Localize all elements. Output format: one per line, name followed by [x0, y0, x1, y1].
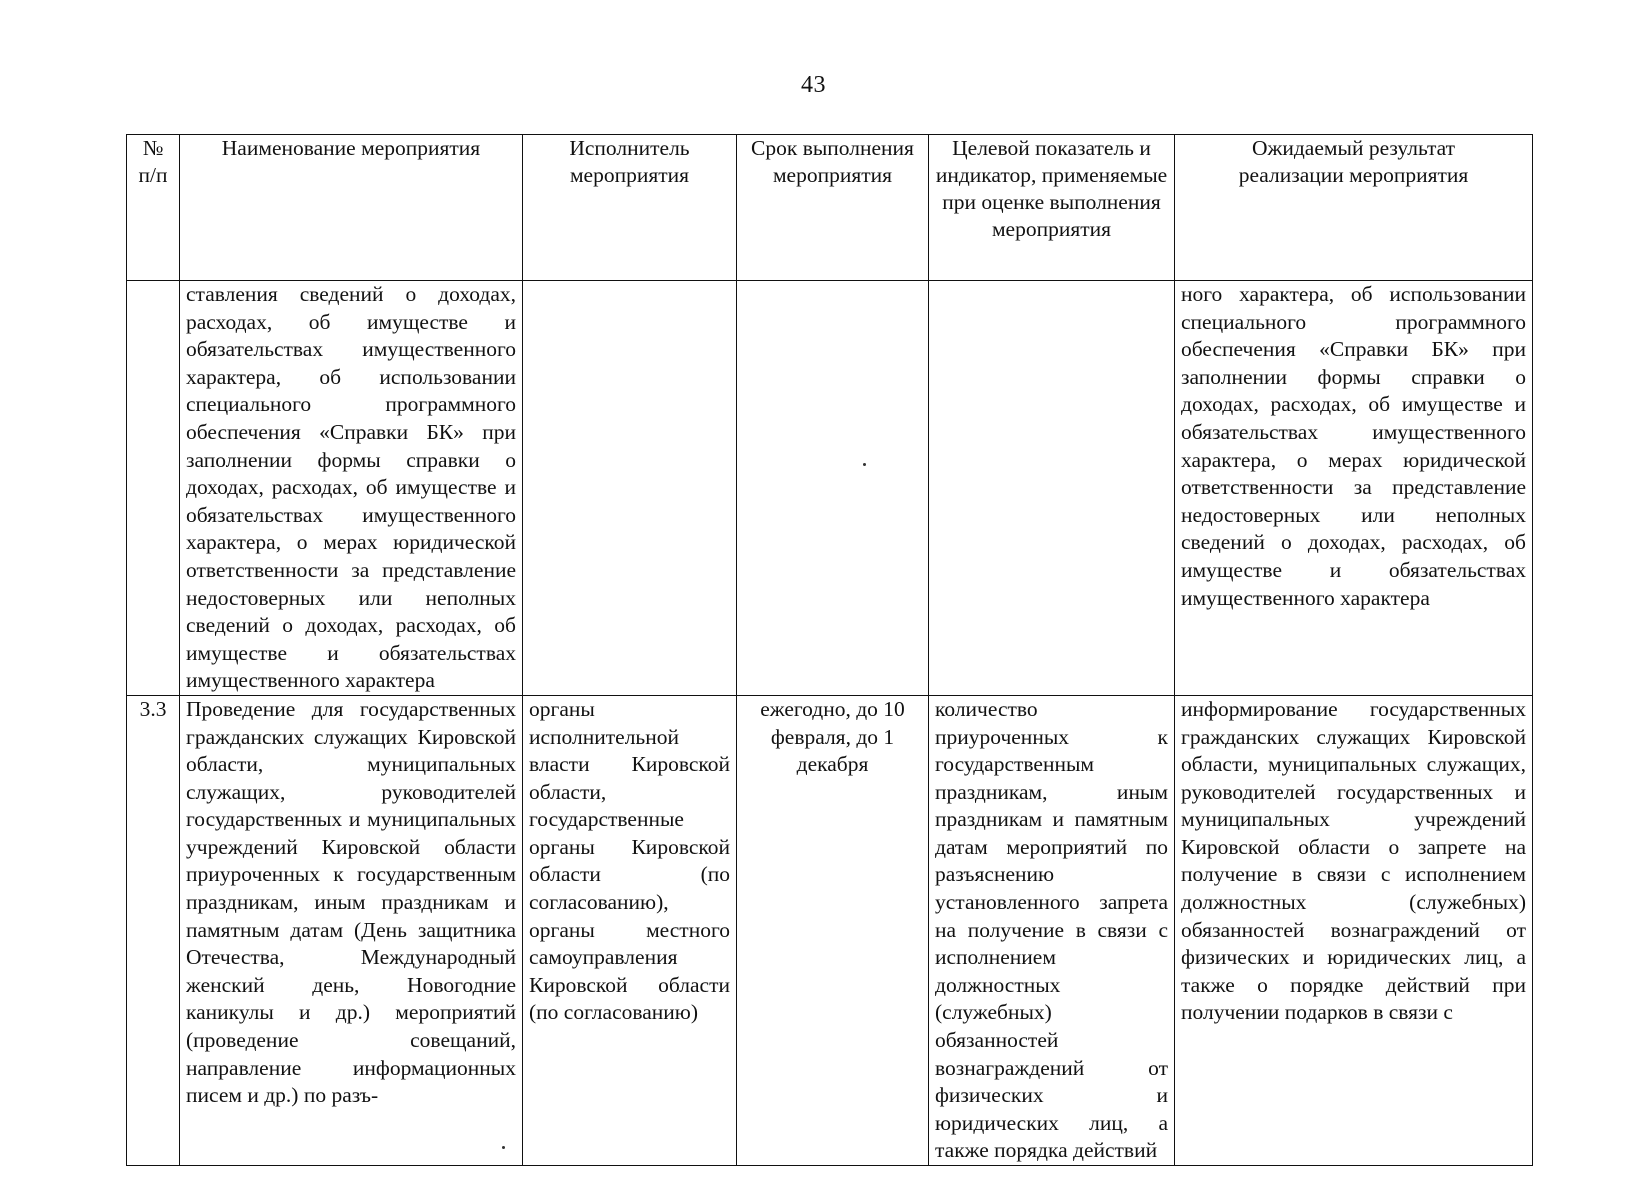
- cell-result: информирование государственных гражданских служащих Кировской области, муниципальных служащих, руководителей государственных и муниципальных учреждений Кировской области о запрете на получение в связи с исполнением должностных (служебных) обязанностей вознаграждений от физических и юридических лиц, а также о порядке действий при получении подарков в связи с: [1175, 695, 1533, 1165]
- header-deadline: Срок выполнения мероприятия: [737, 135, 929, 281]
- cell-num: 3.3: [127, 695, 180, 1165]
- scan-speck: [863, 463, 866, 466]
- header-name: Наименование мероприятия: [180, 135, 523, 281]
- table-row: [127, 281, 1533, 696]
- table-header-row: [127, 135, 1533, 281]
- header-num: № п/п: [127, 135, 180, 281]
- measures-table: [126, 134, 1533, 1166]
- header-indicator: Целевой показатель и индикатор, применяемые при оценке выполнения мероприятия: [929, 135, 1175, 281]
- cell-executor: органы исполнительной власти Кировской области, государственные органы Кировской области (по согласованию), органы местного самоуправления Кировской области (по согласованию): [523, 695, 737, 1165]
- cell-name: Проведение для государственных гражданских служащих Кировской области, муниципальных служащих, руководителей государственных и муниципальных учреждений Кировской области приуроченных к государственным праздникам, иным праздникам и памятным датам (День защитника Отечества, Международный женский день, Новогодние каникулы и др.) мероприятий (проведение совещаний, направление информационных писем и др.) по разъ-: [180, 695, 523, 1165]
- cell-indicator: количество приуроченных к государственным праздникам, иным праздникам и памятным датам мероприятий по разъяснению установленного запрета на получение в связи с исполнением должностных (служебных) обязанностей вознаграждений от физических и юридических лиц, а также порядка действий: [929, 695, 1175, 1165]
- cell-num: [127, 281, 180, 696]
- cell-name: ставления сведений о доходах, расходах, об имуществе и обязательствах имущественного характера, об использовании специального программного обеспечения «Справки БК» при заполнении формы справки о доходах, расходах, об имуществе и обязательствах имущественного характера, о мерах юридической ответственности за представление недостоверных или неполных сведений о доходах, расходах, об имуществе и обязательствах имущественного характера: [180, 281, 523, 696]
- cell-indicator: [929, 281, 1175, 696]
- cell-executor: [523, 281, 737, 696]
- cell-result: ного характера, об использовании специального программного обеспечения «Справки БК» при заполнении формы справки о доходах, расходах, об имуществе и обязательствах имущественного характера, о мерах юридической ответственности за представление недостоверных или неполных сведений о доходах, расходах, об имуществе и обязательствах имущественного характера: [1175, 281, 1533, 696]
- header-executor: Исполнитель мероприятия: [523, 135, 737, 281]
- header-result: Ожидаемый результат реализации мероприятия: [1175, 135, 1533, 281]
- table-row: [127, 695, 1533, 1165]
- page-number: 43: [801, 72, 826, 98]
- scan-speck: [502, 1146, 505, 1149]
- cell-deadline: [737, 281, 929, 696]
- cell-deadline: ежегодно, до 10 февраля, до 1 декабря: [737, 695, 929, 1165]
